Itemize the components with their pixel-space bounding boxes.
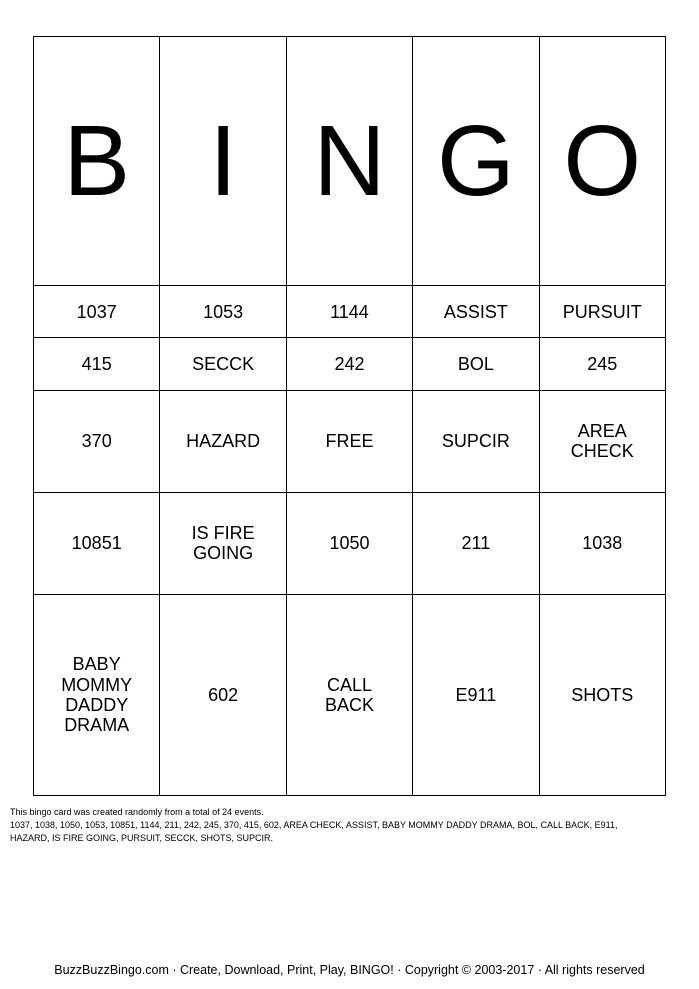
card-cell: CALL BACK: [286, 594, 412, 795]
card-cell: SECCK: [160, 338, 286, 390]
card-row: [34, 390, 666, 492]
card-cell: 370: [34, 390, 160, 492]
event-list-footnote: [10, 806, 690, 845]
card-row: [34, 338, 666, 390]
header-row: [34, 37, 666, 286]
card-cell: 245: [539, 338, 665, 390]
card-cell: IS FIRE GOING: [160, 492, 286, 594]
header-letter-b: B: [34, 37, 160, 286]
card-cell: ASSIST: [413, 286, 539, 338]
card-cell: SHOTS: [539, 594, 665, 795]
header-letter-n: N: [286, 37, 412, 286]
card-row: [34, 492, 666, 594]
card-cell: BABY MOMMY DADDY DRAMA: [34, 594, 160, 795]
footnote-intro: This bingo card was created randomly from a total of 24 events.: [10, 807, 264, 817]
footnote-events-line-2: HAZARD, IS FIRE GOING, PURSUIT, SECCK, SHOTS, SUPCIR.: [10, 833, 274, 843]
card-row: [34, 286, 666, 338]
card-cell: 1050: [286, 492, 412, 594]
card-cell: 1038: [539, 492, 665, 594]
card-cell: 1144: [286, 286, 412, 338]
card-cell: 10851: [34, 492, 160, 594]
card-cell: 1053: [160, 286, 286, 338]
card-cell: 211: [413, 492, 539, 594]
card-cell: 415: [34, 338, 160, 390]
card-row: [34, 594, 666, 795]
copyright-footer: BuzzBuzzBingo.com · Create, Download, Print, Play, BINGO! · Copyright © 2003-2017 · All rights reserved: [54, 963, 645, 977]
header-letter-g: G: [413, 37, 539, 286]
free-space-cell: FREE: [286, 390, 412, 492]
header-letter-o: O: [539, 37, 665, 286]
footnote-events-line-1: 1037, 1038, 1050, 1053, 10851, 1144, 211, 242, 245, 370, 415, 602, AREA CHECK, ASSIST, BABY MOMMY DADDY DRAMA, BOL, CALL BACK, E911,: [10, 820, 618, 830]
header-letter-i: I: [160, 37, 286, 286]
card-cell: 1037: [34, 286, 160, 338]
card-cell: PURSUIT: [539, 286, 665, 338]
card-cell: SUPCIR: [413, 390, 539, 492]
card-cell: E911: [413, 594, 539, 795]
card-cell: BOL: [413, 338, 539, 390]
card-cell: AREA CHECK: [539, 390, 665, 492]
card-cell: 242: [286, 338, 412, 390]
bingo-card: [33, 36, 666, 796]
card-cell: HAZARD: [160, 390, 286, 492]
card-cell: 602: [160, 594, 286, 795]
